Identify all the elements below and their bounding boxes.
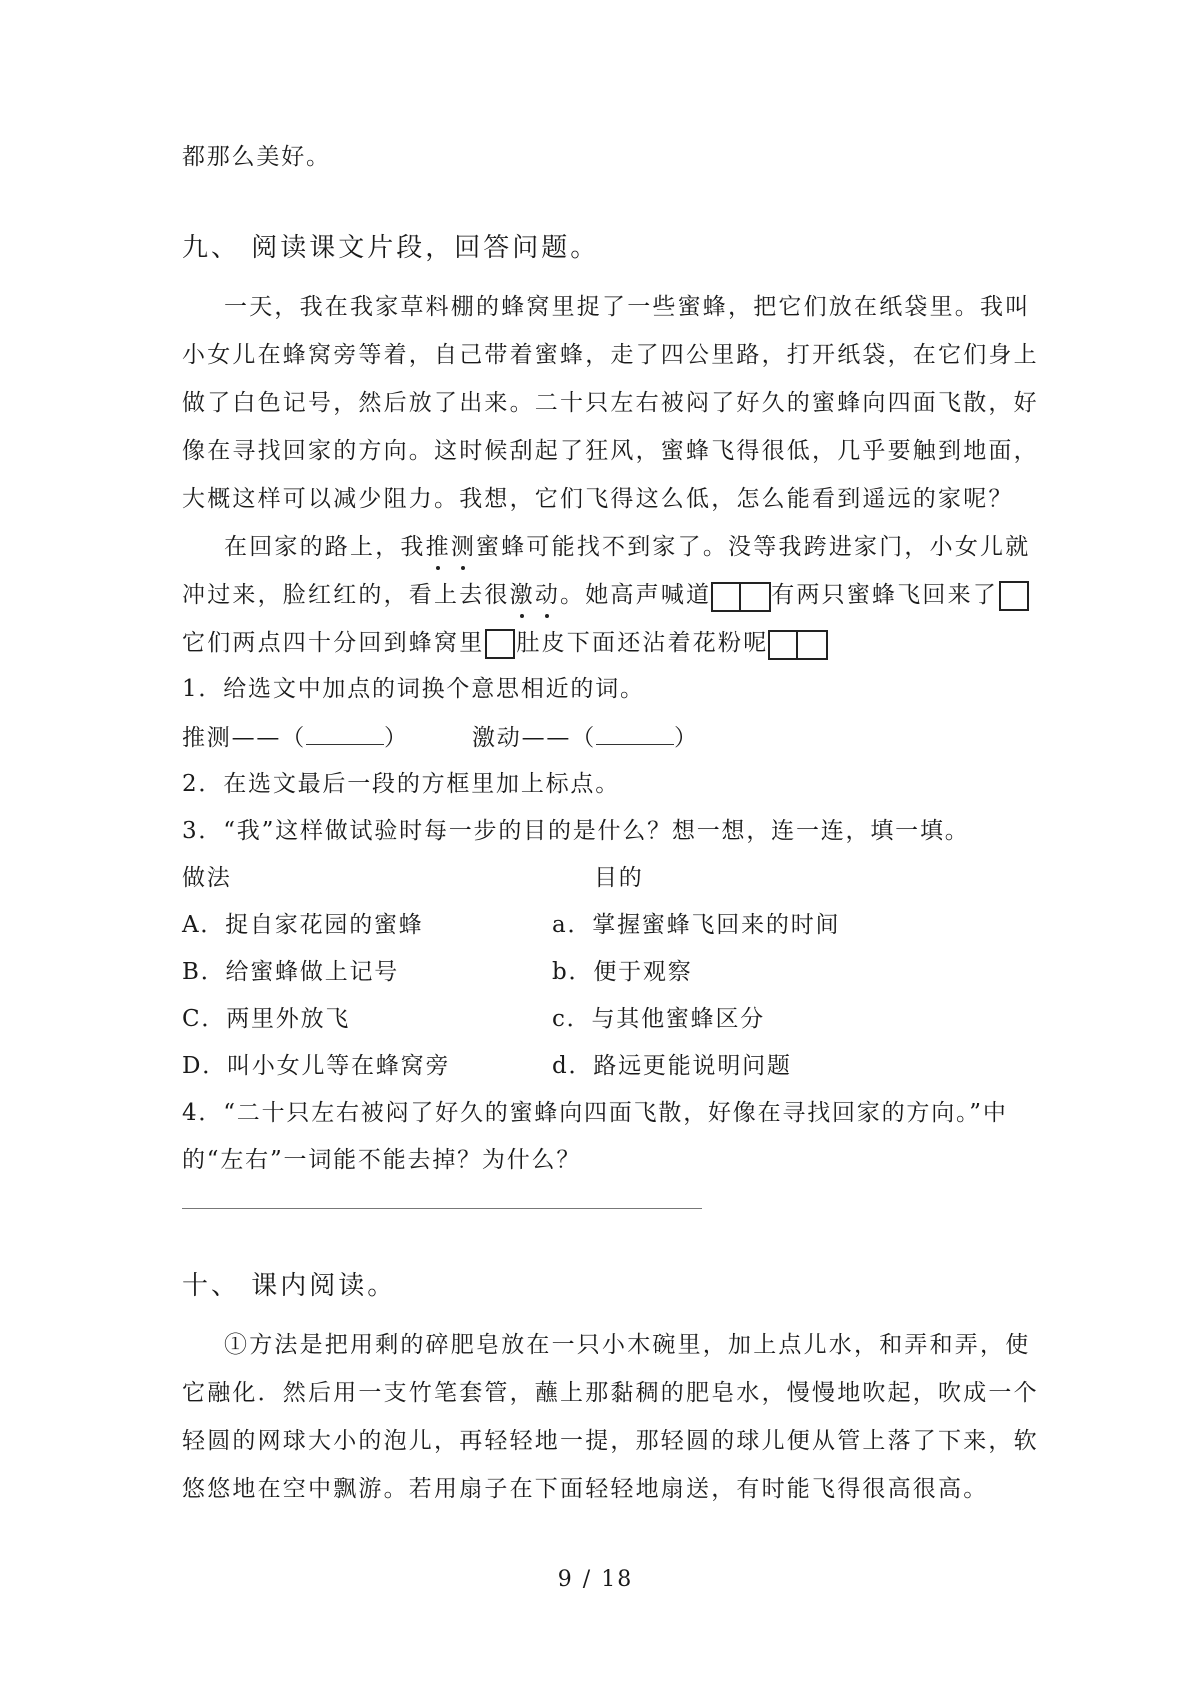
passage-line: 小女儿在蜂窝旁等着，自己带着蜜蜂，走了四公里路，打开纸袋，在它们身上 — [182, 342, 1039, 368]
question-1-answers — [182, 722, 409, 753]
text-segment: 它们两点四十分回到蜂窝里 — [182, 630, 485, 656]
q3-method-item[interactable]: B．给蜜蜂做上记号 — [182, 959, 400, 985]
punctuation-box-pair[interactable] — [768, 629, 828, 660]
punctuation-box[interactable] — [741, 582, 771, 612]
question-4: 4．“二十只左右被闷了好久的蜜蜂向四面飞散，好像在寻找回家的方向。”中 — [182, 1100, 1008, 1126]
q3-purpose-item[interactable]: a．掌握蜜蜂飞回来的时间 — [552, 912, 841, 938]
question-1: 1．给选文中加点的词换个意思相近的词。 — [182, 676, 645, 702]
q3-column-method: 做法 — [182, 865, 232, 891]
q3-purpose-item[interactable]: c．与其他蜜蜂区分 — [552, 1006, 766, 1032]
dotted-char: 测 — [450, 534, 477, 560]
dotted-char: 激 — [509, 582, 535, 608]
punctuation-box[interactable] — [768, 630, 798, 660]
question-1-answers — [472, 722, 699, 753]
punctuation-box-pair[interactable] — [711, 581, 771, 612]
q1-item-label: 激动——（ — [472, 725, 596, 751]
text-segment: 肚皮下面还沾着花粉呢 — [516, 630, 769, 656]
question-4: 的“左右”一词能不能去掉？为什么？ — [182, 1147, 582, 1173]
q3-column-purpose: 目的 — [594, 865, 644, 891]
answer-line[interactable] — [182, 1208, 702, 1209]
section-9-heading: 九、 阅读课文片段，回答问题。 — [182, 233, 600, 263]
punctuation-box[interactable] — [798, 630, 828, 660]
passage-line — [224, 532, 1030, 562]
text-segment: 蜜蜂可能找不到家了。没等我跨进家门，小女儿就 — [476, 534, 1031, 560]
q3-method-item[interactable]: C．两里外放飞 — [182, 1006, 351, 1032]
text-segment: 有两只蜜蜂飞回来了 — [771, 582, 999, 608]
passage-line: 轻圆的网球大小的泡儿，再轻轻地一提，那轻圆的球儿便从管上落了下来，软 — [182, 1428, 1039, 1454]
q3-method-item[interactable]: D．叫小女儿等在蜂窝旁 — [182, 1053, 451, 1079]
punctuation-box[interactable] — [485, 629, 515, 659]
passage-line: 它融化．然后用一支竹笔套管，蘸上那黏稠的肥皂水，慢慢地吹起，吹成一个 — [182, 1380, 1039, 1406]
q1-close-paren: ） — [674, 725, 699, 751]
passage-line: 一天，我在我家草料棚的蜂窝里捉了一些蜜蜂，把它们放在纸袋里。我叫 — [224, 294, 1031, 320]
q1-close-paren: ） — [384, 725, 409, 751]
answer-blank[interactable] — [596, 722, 674, 745]
dotted-char: 推 — [425, 534, 451, 560]
text-segment: 。她高声喊道 — [560, 582, 712, 608]
dotted-char: 动 — [534, 582, 561, 608]
text-segment: 在回家的路上，我 — [224, 534, 426, 560]
q3-purpose-item[interactable]: b．便于观察 — [552, 959, 693, 985]
page-number: 9 / 18 — [557, 1567, 634, 1592]
question-3: 3．“我”这样做试验时每一步的目的是什么？想一想，连一连，填一填。 — [182, 818, 970, 844]
punctuation-box[interactable] — [999, 581, 1029, 611]
section-10-heading: 十、 课内阅读。 — [182, 1271, 397, 1301]
q3-method-item[interactable]: A．捉自家花园的蜜蜂 — [182, 912, 424, 938]
passage-line: 做了白色记号，然后放了出来。二十只左右被闷了好久的蜜蜂向四面飞散，好 — [182, 390, 1039, 416]
text-segment: 冲过来，脸红红的，看上去很 — [182, 582, 510, 608]
answer-blank[interactable] — [306, 722, 384, 745]
passage-line: 悠悠地在空中飘游。若用扇子在下面轻轻地扇送，有时能飞得很高很高。 — [182, 1476, 989, 1502]
passage-line — [182, 580, 1030, 612]
q3-purpose-item[interactable]: d．路远更能说明问题 — [552, 1053, 792, 1079]
question-2: 2．在选文最后一段的方框里加上标点。 — [182, 771, 621, 797]
punctuation-box[interactable] — [711, 582, 741, 612]
q1-item-label: 推测——（ — [182, 725, 306, 751]
passage-line: 大概这样可以减少阻力。我想，它们飞得这么低，怎么能看到遥远的家呢？ — [182, 486, 1014, 512]
continuation-text: 都那么美好。 — [182, 144, 331, 170]
passage-line — [182, 628, 828, 660]
passage-line: 像在寻找回家的方向。这时候刮起了狂风，蜜蜂飞得很低，几乎要触到地面， — [182, 438, 1039, 464]
passage-line: ①方法是把用剩的碎肥皂放在一只小木碗里，加上点儿水，和弄和弄，使 — [224, 1332, 1031, 1358]
